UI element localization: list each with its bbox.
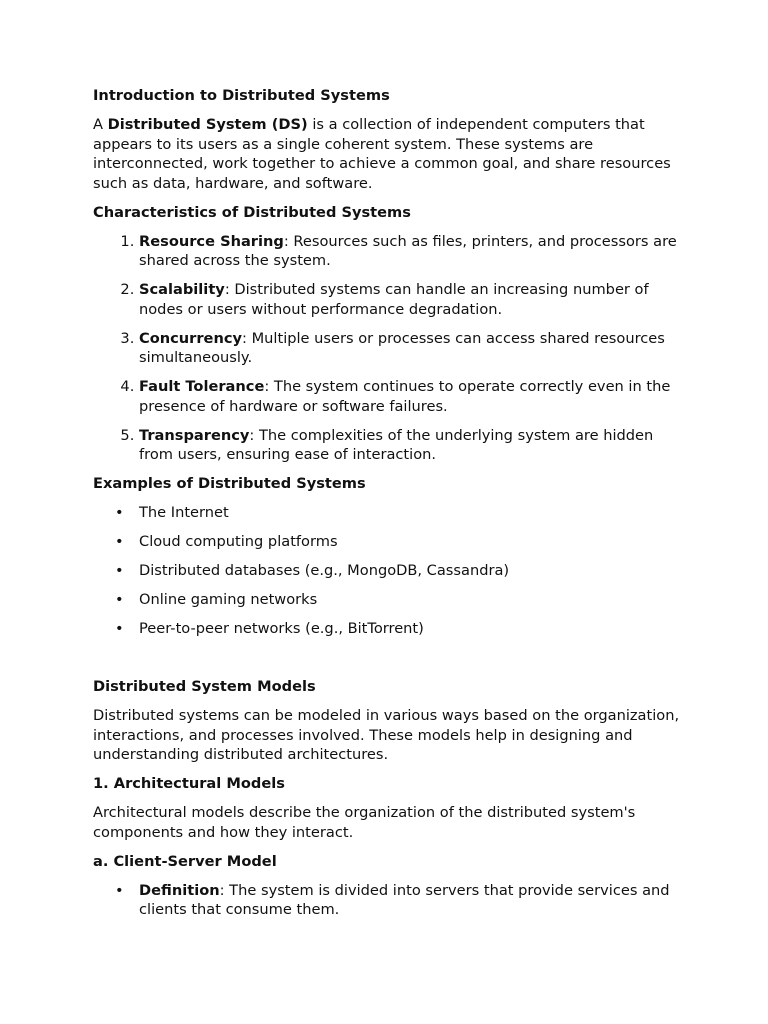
intro-text: is a collection of independent computers that appears to its users as a single coherent system. These systems are interconnected, work together to achieve a common goal, and share resources such as data, hardware, and software. (93, 116, 671, 192)
characteristic-term: Concurrency (139, 329, 243, 347)
client-server-term: Definition (139, 881, 220, 899)
models-paragraph: Distributed systems can be modeled in various ways based on the organization, interactions, and processes involved. These models help in designing and understanding distributed architectures. (93, 707, 680, 763)
characteristic-desc: : The complexities of the underlying system are hidden from users, ensuring ease of interaction. (139, 426, 654, 463)
intro-term: Distributed System (DS) (107, 116, 308, 133)
example-item: • Distributed databases (e.g., MongoDB, Cassandra) (139, 561, 683, 581)
architectural-models-heading: 1. Architectural Models (93, 775, 285, 792)
characteristic-term: Resource Sharing (139, 232, 284, 250)
characteristics-list (93, 232, 683, 465)
intro-paragraph (93, 115, 683, 193)
characteristic-desc: : Multiple users or processes can access shared resources simultaneously. (139, 329, 665, 366)
characteristic-desc: : Resources such as files, printers, and processors are shared across the system. (139, 232, 677, 269)
example-item: • Peer-to-peer networks (e.g., BitTorrent) (139, 619, 683, 639)
characteristic-term: Scalability (139, 281, 225, 298)
characteristic-term: Fault Tolerance (139, 378, 265, 395)
intro-heading: Introduction to Distributed Systems (93, 87, 390, 104)
intro-prefix: A (93, 116, 108, 133)
client-server-item (139, 881, 683, 920)
example-item: • Online gaming networks (139, 590, 683, 610)
characteristic-desc: : The system continues to operate correctly even in the presence of hardware or software failures. (139, 378, 671, 415)
client-server-heading: a. Client-Server Model (93, 852, 277, 870)
client-server-desc: : The system is divided into servers that provide services and clients that consume them. (139, 881, 670, 918)
architectural-models-paragraph: Architectural models describe the organization of the distributed system's components and how they interact. (93, 804, 636, 841)
example-item: • Cloud computing platforms (139, 532, 683, 552)
section-gap (93, 648, 683, 677)
models-heading: Distributed System Models (93, 678, 316, 695)
characteristic-item (139, 232, 683, 271)
characteristic-item (139, 280, 683, 319)
examples-list (93, 503, 683, 639)
characteristic-desc: : Distributed systems can handle an increasing number of nodes or users without performance degradation. (139, 281, 649, 318)
examples-heading: Examples of Distributed Systems (93, 475, 366, 492)
client-server-list (93, 881, 683, 920)
document-body (93, 86, 683, 929)
characteristic-item (139, 426, 683, 465)
characteristic-item (139, 377, 683, 416)
characteristics-heading: Characteristics of Distributed Systems (93, 203, 411, 221)
characteristic-term: Transparency (139, 426, 250, 444)
characteristic-item (139, 329, 683, 368)
example-item: • The Internet (139, 503, 683, 523)
